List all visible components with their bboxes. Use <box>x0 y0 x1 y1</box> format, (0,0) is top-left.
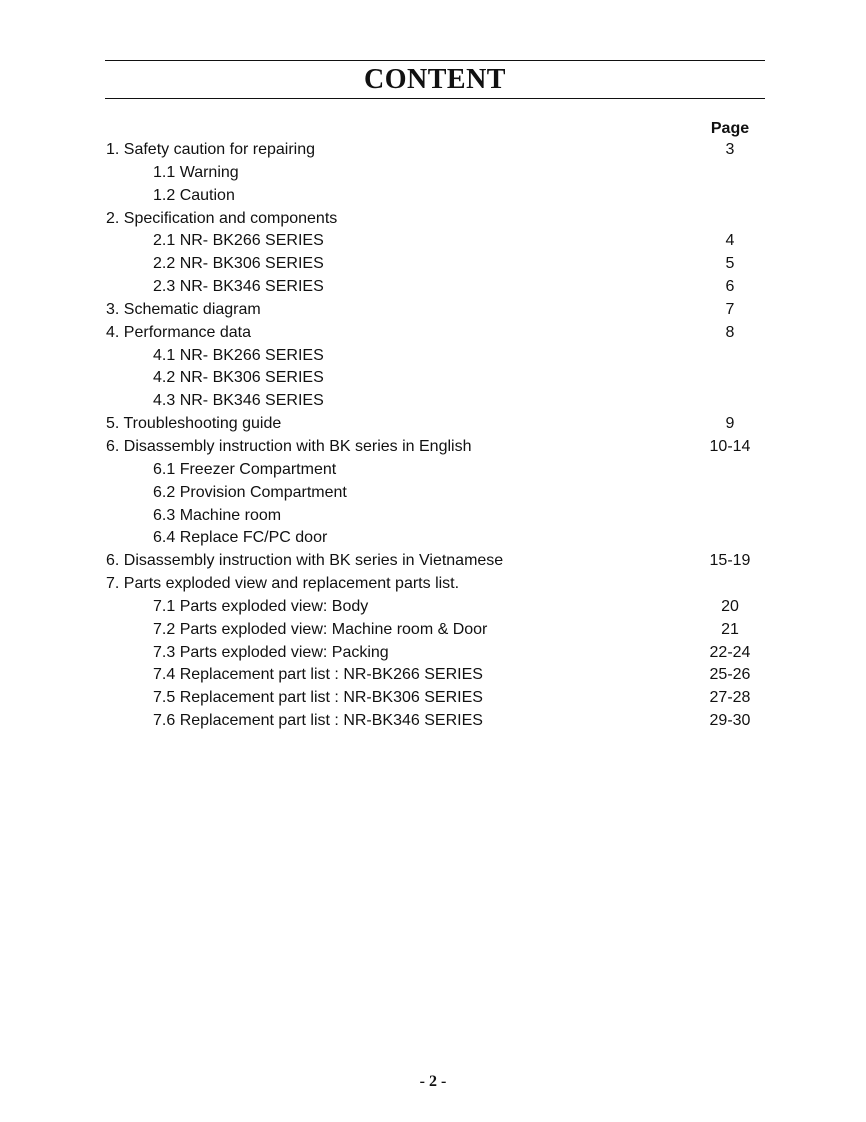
toc-entry <box>106 322 770 345</box>
toc-entry <box>106 139 770 162</box>
toc-entry-label: 4.1 NR- BK266 SERIES <box>153 346 324 364</box>
toc-entry-page: 29-30 <box>709 712 751 730</box>
toc-entry-page: 4 <box>725 232 735 250</box>
toc-entry-label: 6. Disassembly instruction with BK series in Vietnamese <box>106 552 504 570</box>
toc-entry-page: 10-14 <box>709 437 751 455</box>
toc-subentry <box>106 185 770 208</box>
toc-entry <box>106 413 770 436</box>
toc-entry-page: 7 <box>725 300 735 318</box>
toc-entry-label: 7.3 Parts exploded view: Packing <box>153 643 389 661</box>
toc-subentry <box>106 664 770 687</box>
toc-entry-label: 5. Troubleshooting guide <box>106 415 282 433</box>
toc-entry-page: 8 <box>725 323 735 341</box>
toc-subentry <box>106 345 770 368</box>
title-top-rule <box>105 60 765 61</box>
page-title: CONTENT <box>364 64 506 95</box>
toc-entry <box>106 299 770 322</box>
toc-entry-label: 6.1 Freezer Compartment <box>153 460 337 478</box>
toc-entry-label: 7.4 Replacement part list : NR-BK266 SERIES <box>153 666 483 684</box>
toc-subentry <box>106 230 770 253</box>
toc-entry-label: 2.2 NR- BK306 SERIES <box>153 255 324 273</box>
page-column-heading: Page <box>710 120 750 137</box>
toc-entry-page: 15-19 <box>709 552 751 570</box>
toc-entry-label: 4.3 NR- BK346 SERIES <box>153 392 324 410</box>
toc-entry-page: 21 <box>721 620 739 638</box>
toc-entry-page: 20 <box>721 597 739 615</box>
toc-subentry <box>106 390 770 413</box>
toc-entry-label: 6.2 Provision Compartment <box>153 483 347 501</box>
toc-entry-label: 7.5 Replacement part list : NR-BK306 SERIES <box>153 689 483 707</box>
toc-entry-label: 1.1 Warning <box>153 163 239 181</box>
toc-subentry <box>106 687 770 710</box>
toc-entry-page: 9 <box>725 415 735 433</box>
title-bottom-rule <box>105 98 765 99</box>
toc-subentry <box>106 276 770 299</box>
toc-entry <box>106 208 770 231</box>
toc-subentry <box>106 619 770 642</box>
toc-entry-label: 2.1 NR- BK266 SERIES <box>153 232 324 250</box>
toc-entry-page: 3 <box>725 141 735 158</box>
toc-subentry <box>106 642 770 665</box>
toc-entry-page: 22-24 <box>709 643 751 661</box>
toc-entry-label: 7. Parts exploded view and replacement parts list. <box>106 575 460 593</box>
toc-subentry <box>106 253 770 276</box>
toc-subentry <box>106 505 770 528</box>
toc-entry <box>106 436 770 459</box>
toc-entry-label: 6.4 Replace FC/PC door <box>153 529 328 547</box>
toc-entry-page: 25-26 <box>709 666 751 684</box>
toc-entry-label: 6. Disassembly instruction with BK series in English <box>106 437 472 455</box>
toc-subentry <box>106 596 770 619</box>
toc-subentry <box>106 162 770 185</box>
toc-entry <box>106 573 770 596</box>
toc-entry-page: 5 <box>725 255 735 273</box>
table-of-contents <box>106 139 770 733</box>
toc-entry-label: 7.1 Parts exploded view: Body <box>153 597 369 615</box>
toc-entry-label: 6.3 Machine room <box>153 506 282 524</box>
toc-subentry <box>106 367 770 390</box>
toc-entry-label: 3. Schematic diagram <box>106 300 261 318</box>
toc-entry-label: 2. Specification and components <box>106 209 338 227</box>
toc-entry-label: 7.2 Parts exploded view: Machine room & Door <box>153 620 488 638</box>
toc-entry-label: 4.2 NR- BK306 SERIES <box>153 369 324 387</box>
toc-entry-label: 7.6 Replacement part list : NR-BK346 SERIES <box>153 712 483 730</box>
toc-entry-label: 1.2 Caution <box>153 186 235 204</box>
toc-subentry <box>106 459 770 482</box>
toc-subentry <box>106 527 770 550</box>
page-number-footer: - 2 - <box>419 1073 447 1090</box>
toc-entry <box>106 550 770 573</box>
toc-subentry <box>106 710 770 733</box>
toc-entry-label: 2.3 NR- BK346 SERIES <box>153 278 324 296</box>
toc-entry-page: 6 <box>725 278 735 296</box>
toc-entry-label: 4. Performance data <box>106 323 251 341</box>
toc-entry-label: 1. Safety caution for repairing <box>106 141 316 158</box>
toc-entry-page: 27-28 <box>709 689 751 707</box>
toc-subentry <box>106 482 770 505</box>
